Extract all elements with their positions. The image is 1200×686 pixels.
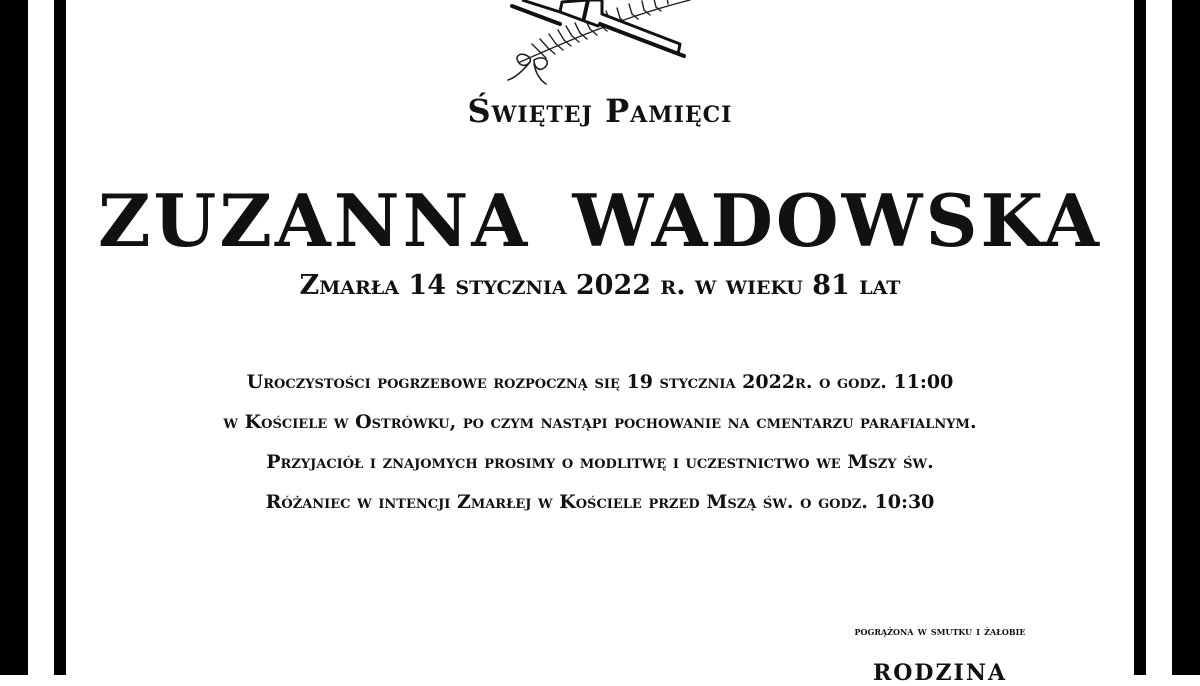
funeral-line: Różaniec w intencji Zmarłej w Kościele przed Mszą św. o godz. 10:30 bbox=[265, 491, 935, 513]
deceased-name: ZUZANNA WADOWSKA bbox=[98, 178, 1102, 263]
funeral-line: Uroczystości pogrzebowe rozpoczną się 19 stycznia 2022r. o godz. 11:00 bbox=[246, 371, 954, 393]
funeral-details bbox=[0, 362, 1200, 522]
funeral-line: Przyjaciół i znajomych prosimy o modlitwę i uczestnictwo we Mszy św. bbox=[266, 451, 934, 473]
death-date-line: Zmarła 14 stycznia 2022 r. w wieku 81 lat bbox=[299, 270, 901, 301]
funeral-line: w Kościele w Ostrówku, po czym nastąpi pochowanie na cmentarzu parafialnym. bbox=[223, 411, 977, 433]
header-title: Świętej Pamięci bbox=[467, 92, 733, 130]
signoff-text: pogrążona w smutku i żałobie bbox=[854, 624, 1026, 638]
family-signature: RODZINA bbox=[872, 660, 1008, 686]
cross-with-palm-branch-icon bbox=[500, 0, 700, 90]
